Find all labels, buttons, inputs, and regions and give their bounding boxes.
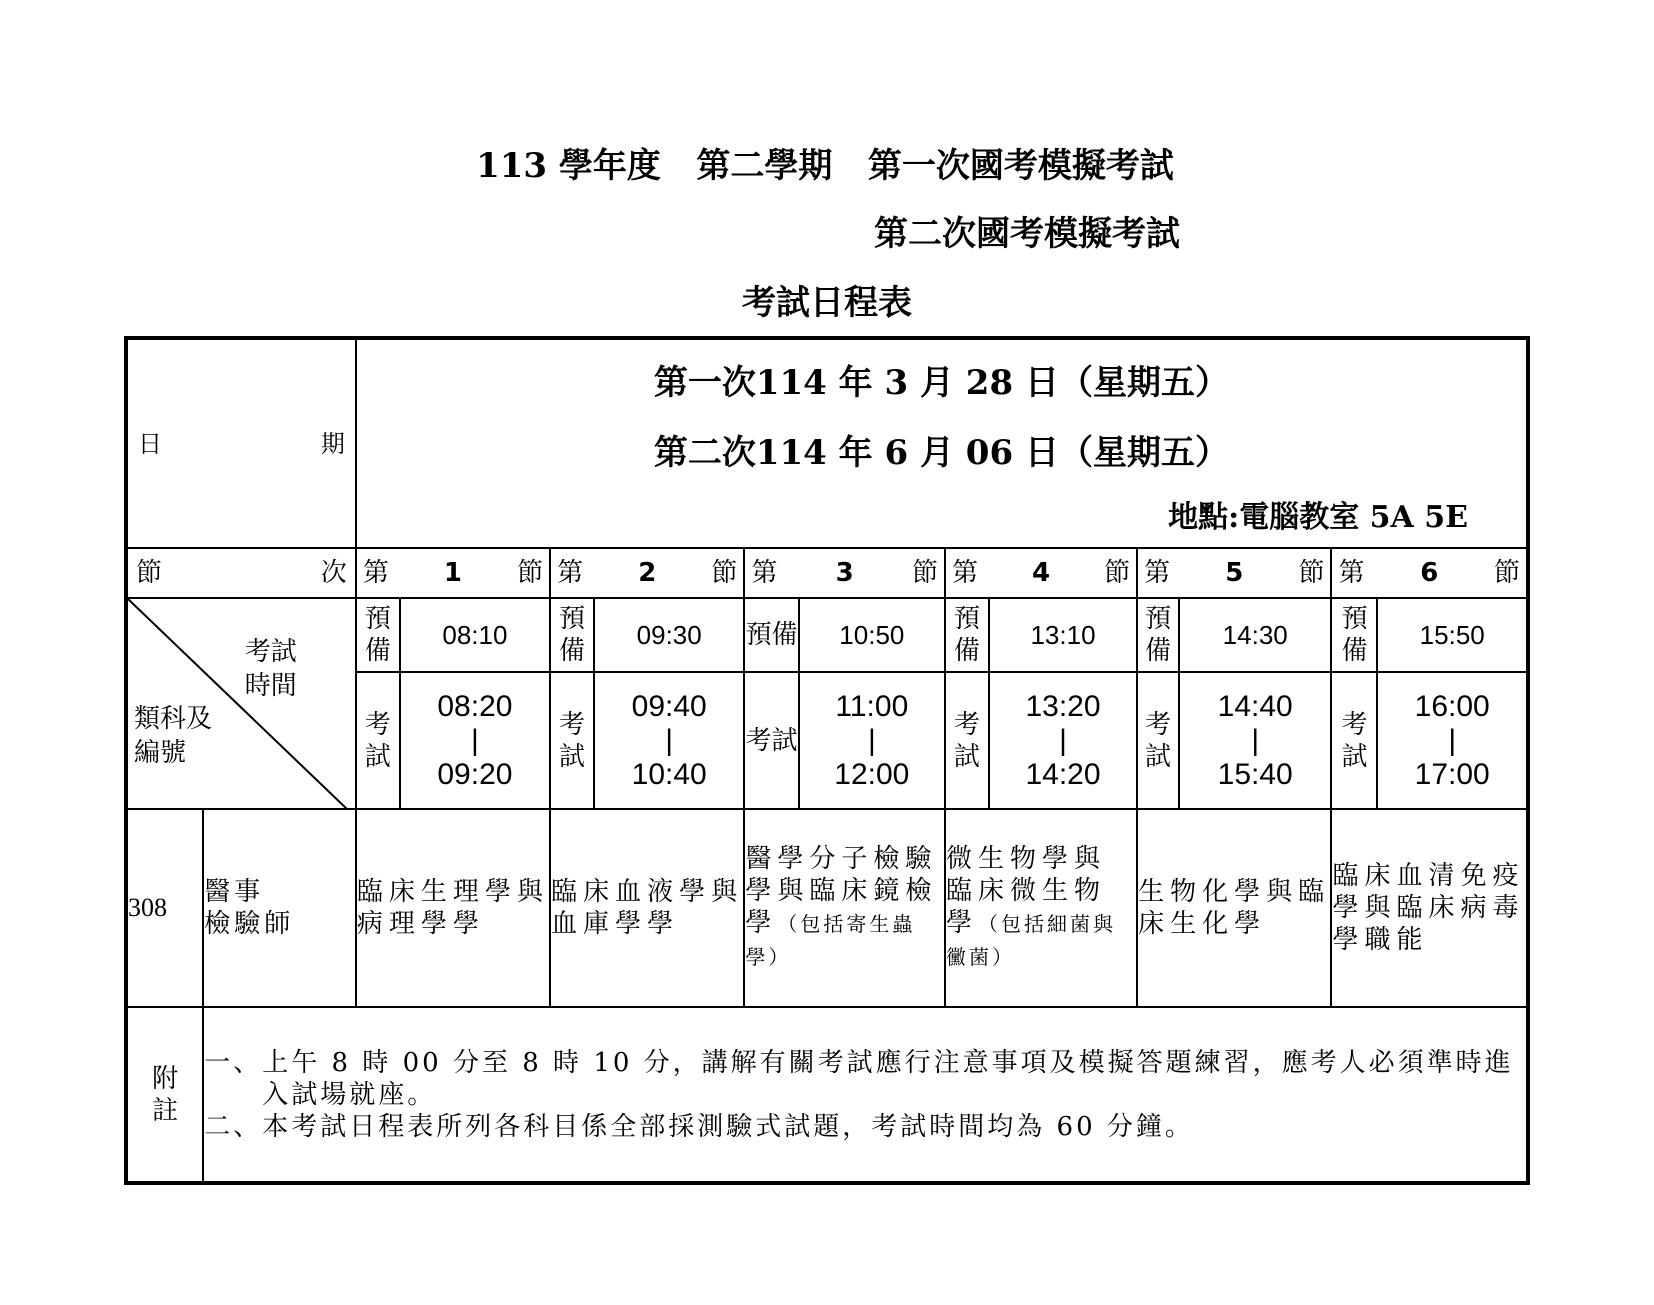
period-label-cell	[126, 548, 356, 598]
exam-start: 08:20	[437, 689, 513, 723]
date-value-cell	[356, 338, 1528, 548]
prep-time: 13:10	[989, 598, 1137, 672]
diagonal-corner-cell	[126, 598, 356, 809]
exam-label: 考試	[945, 672, 989, 809]
exam-time-range	[1377, 672, 1528, 809]
exam-end: 14:20	[1025, 757, 1101, 791]
subject-name: 生物化學與臨床生化學	[1138, 876, 1331, 939]
date-label-cell	[126, 338, 356, 548]
period-number: 1	[443, 558, 462, 588]
period-suffix: 節	[711, 558, 738, 588]
exam-time-range	[594, 672, 744, 809]
prep-label: 預備	[1331, 598, 1377, 672]
prep-time: 14:30	[1179, 598, 1332, 672]
period-suffix: 節	[1104, 558, 1131, 588]
exam-end: 12:00	[834, 757, 910, 791]
note-item-1: 一、上午 8 時 00 分至 8 時 10 分，講解有關考試應行注意事項及模擬答題練習，應考人必須準時進	[204, 1047, 1514, 1078]
period-suffix: 節	[911, 558, 938, 588]
subject-period-3	[744, 809, 945, 1007]
category-name: 醫事 檢驗師	[203, 809, 356, 1007]
period-prefix: 第	[951, 558, 978, 588]
period-header	[744, 548, 945, 598]
period-header	[945, 548, 1137, 598]
period-header	[356, 548, 550, 598]
period-suffix: 節	[517, 558, 544, 588]
period-prefix: 第	[557, 558, 584, 588]
exam-label: 考試	[1331, 672, 1377, 809]
document-title: 113 學年度 第二學期 第一次國考模擬考試	[476, 146, 1174, 186]
date-label-left: 日	[138, 429, 162, 458]
corner-category-label: 類科及 編號	[134, 704, 213, 768]
exam-end: 15:40	[1217, 757, 1293, 791]
period-header	[1331, 548, 1528, 598]
period-label-left: 節	[136, 558, 163, 588]
exam-start: 09:40	[631, 689, 707, 723]
exam-label: 考試	[744, 672, 798, 809]
prep-label: 預備	[356, 598, 400, 672]
exam-separator: |	[665, 723, 674, 757]
subject-name: 臨床生理學與病理學學	[356, 876, 549, 939]
subject-name: 醫學分子檢驗學與臨床鏡檢學	[745, 844, 938, 938]
period-number: 4	[1032, 558, 1051, 588]
exam-label: 考試	[356, 672, 400, 809]
exam-label: 考試	[550, 672, 594, 809]
exam-time-range	[989, 672, 1137, 809]
exam-time-range	[400, 672, 550, 809]
exam-start: 16:00	[1414, 689, 1490, 723]
prep-label: 預備	[1137, 598, 1179, 672]
exam-separator: |	[1251, 723, 1260, 757]
exam-location: 地點:電腦教室 5A 5E	[1168, 499, 1468, 535]
subject-note: （包括細菌與黴菌）	[945, 912, 1116, 969]
exam-end: 10:40	[631, 757, 707, 791]
subject-name: 臨床血液學與血庫學學	[551, 876, 744, 939]
subject-name: 微生物學與臨床微生物學	[945, 844, 1106, 938]
period-label-right: 次	[320, 558, 347, 588]
exam-schedule-table	[124, 336, 1530, 1185]
period-number: 5	[1225, 558, 1244, 588]
exam-start: 11:00	[835, 689, 909, 723]
prep-label: 預備	[744, 598, 798, 672]
period-number: 6	[1420, 558, 1439, 588]
subject-period-4	[945, 809, 1137, 1007]
date-label-right: 期	[320, 429, 345, 458]
corner-time-label: 考試 時間	[244, 637, 297, 701]
exam-start: 14:40	[1217, 689, 1293, 723]
prep-label: 預備	[945, 598, 989, 672]
notes-heading: 附 註	[126, 1007, 203, 1183]
subject-period-1	[356, 809, 550, 1007]
period-prefix: 第	[751, 558, 778, 588]
note-item-1-continued: 入試場就座。	[262, 1079, 437, 1110]
exam-separator: |	[1059, 723, 1067, 757]
exam-separator: |	[867, 723, 876, 757]
period-number: 2	[638, 558, 657, 588]
category-code: 308	[126, 809, 203, 1007]
subject-period-6	[1331, 809, 1528, 1007]
second-exam-date: 第二次114 年 6 月 06 日（星期五）	[653, 432, 1229, 473]
period-prefix: 第	[1144, 558, 1171, 588]
first-exam-date: 第一次114 年 3 月 28 日（星期五）	[653, 362, 1229, 403]
exam-separator: |	[1448, 723, 1457, 757]
note-item-2: 二、本考試日程表所列各科目係全部採測驗式試題，考試時間均為 60 分鐘。	[204, 1111, 1194, 1142]
exam-end: 17:00	[1414, 757, 1490, 791]
period-suffix: 節	[1493, 558, 1520, 588]
period-number: 3	[835, 558, 854, 588]
subject-note: （包括寄生蟲學）	[745, 912, 916, 969]
exam-separator: |	[471, 723, 479, 757]
period-prefix: 第	[362, 558, 389, 588]
exam-end: 09:20	[437, 757, 513, 791]
exam-time-range	[799, 672, 945, 809]
exam-start: 13:20	[1025, 689, 1101, 723]
prep-time: 08:10	[400, 598, 550, 672]
notes-body	[203, 1007, 1528, 1183]
prep-time: 10:50	[799, 598, 945, 672]
prep-time: 15:50	[1377, 598, 1528, 672]
subject-period-2	[550, 809, 744, 1007]
exam-label: 考試	[1137, 672, 1179, 809]
document-subtitle: 第二次國考模擬考試	[874, 214, 1180, 254]
period-header	[550, 548, 744, 598]
period-header	[1137, 548, 1331, 598]
exam-time-range	[1179, 672, 1332, 809]
period-prefix: 第	[1338, 558, 1365, 588]
prep-time: 09:30	[594, 598, 744, 672]
prep-label: 預備	[550, 598, 594, 672]
subject-period-5	[1137, 809, 1331, 1007]
subject-name: 臨床血清免疫學與臨床病毒學職能	[1332, 860, 1525, 955]
schedule-title: 考試日程表	[742, 283, 912, 323]
period-suffix: 節	[1298, 558, 1325, 588]
